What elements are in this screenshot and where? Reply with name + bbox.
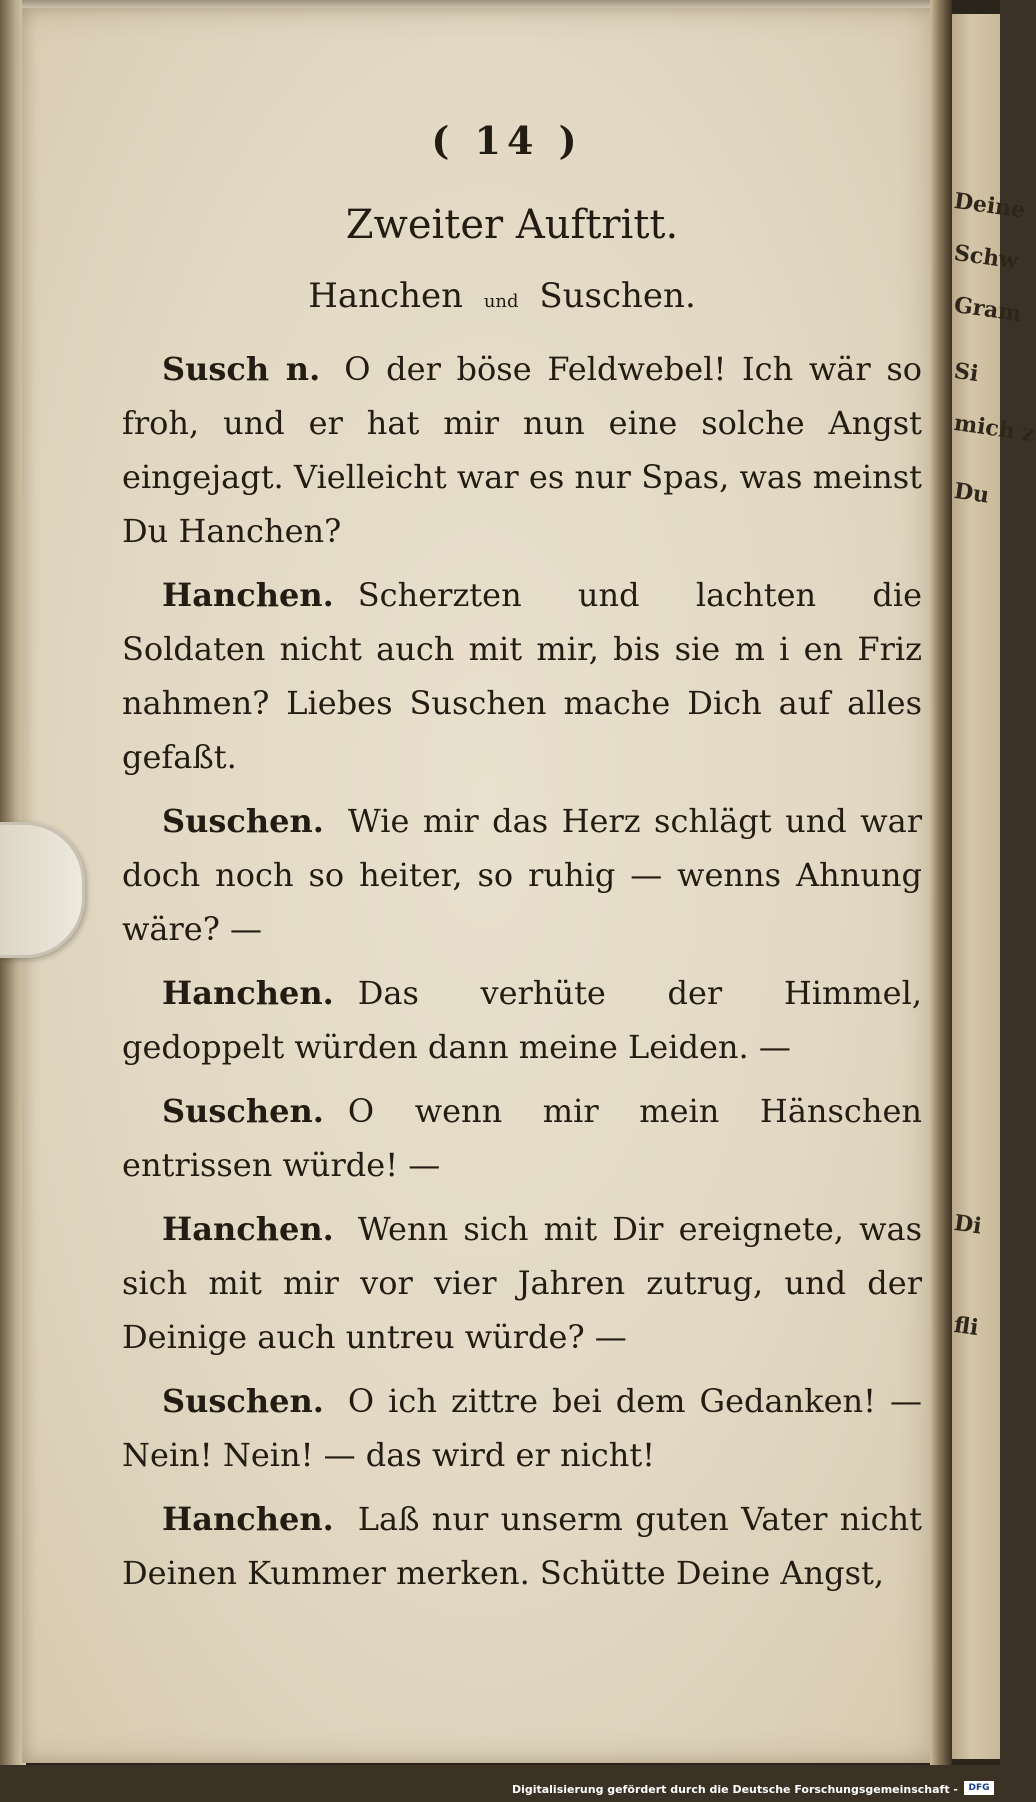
dialogue-paragraph [122, 1084, 922, 1192]
dialogue-paragraph [122, 966, 922, 1074]
speaker-name: Suschen. [162, 802, 324, 840]
dialogue-paragraph [122, 794, 922, 956]
page-text-block [122, 118, 922, 1600]
next-page-fragment: Si [952, 358, 981, 388]
dialogue-paragraph [122, 342, 922, 558]
next-page-fragment: Di [952, 1210, 984, 1240]
dialogue-text: O der böse Feldwebel! Ich wär so froh, und er hat mir nun eine solche Angst eingejagt. Vielleicht war es nur Spas, was meinst Du Hanchen? [122, 350, 923, 550]
dialogue-text: Scherzten und lachten die Soldaten nicht auch mit mir, bis sie m i en Friz nahmen? Liebes Suschen mache Dich auf alles gefaßt. [122, 576, 922, 776]
next-page-fragment: Du [952, 478, 991, 509]
dialogue-paragraph [122, 1202, 922, 1364]
dialogue-text: O wenn mir mein Hänschen entrissen würde! — [122, 1092, 922, 1184]
next-page-fragment: mich z [952, 410, 1036, 448]
dialogue-text: Wenn sich mit Dir ereignete, was sich mit mir vor vier Jahren zutrug, und der Deinige auch untreu würde? — [122, 1210, 922, 1356]
speaker-name: Hanchen. [162, 1210, 334, 1248]
page-gutter [930, 0, 952, 1765]
character-name: Suschen. [539, 276, 696, 316]
dialogue-text: Laß nur unserm guten Vater nicht Deinen Kummer merken. Schütte Deine Angst, [122, 1500, 922, 1592]
page-number: ( 14 ) [431, 118, 583, 163]
speaker-name: Hanchen. [162, 974, 334, 1012]
next-page-fragment: Schw [952, 240, 1020, 275]
dialogue-text: Wie mir das Herz schlägt und war doch noch so heiter, so ruhig — wenns Ahnung wäre? — [122, 802, 922, 948]
digitization-credit: Digitalisierung gefördert durch die Deutsche Forschungsgemeinschaft - [511, 1783, 958, 1796]
dialogue-paragraph [122, 1374, 922, 1482]
characters-connector: und [483, 291, 519, 312]
dialogue-text: Das verhüte der Himmel, gedoppelt würden dann meine Leiden. — [122, 974, 922, 1066]
character-name: Hanchen [308, 276, 464, 316]
speaker-name: Hanchen. [162, 576, 334, 614]
dialogue-paragraph [122, 568, 922, 784]
next-page-edge [952, 14, 1000, 1759]
speaker-name: Suschen. [162, 1092, 324, 1130]
speaker-name: Hanchen. [162, 1500, 334, 1538]
dialogue-paragraph [122, 1492, 922, 1600]
speaker-name: Suschen. [162, 1382, 324, 1420]
next-page-fragment: Gram [952, 292, 1024, 328]
speaker-name: Susch n. [162, 350, 321, 388]
dfg-logo: DFG [964, 1781, 994, 1795]
characters-line [82, 276, 922, 332]
next-page-fragment: fli [952, 1312, 981, 1342]
next-page-fragment: Deine [952, 188, 1027, 224]
dialogue-text: O ich zittre bei dem Gedanken! — Nein! Nein! — das wird er nicht! [122, 1382, 922, 1474]
scene-title: Zweiter Auftritt. [345, 202, 679, 248]
